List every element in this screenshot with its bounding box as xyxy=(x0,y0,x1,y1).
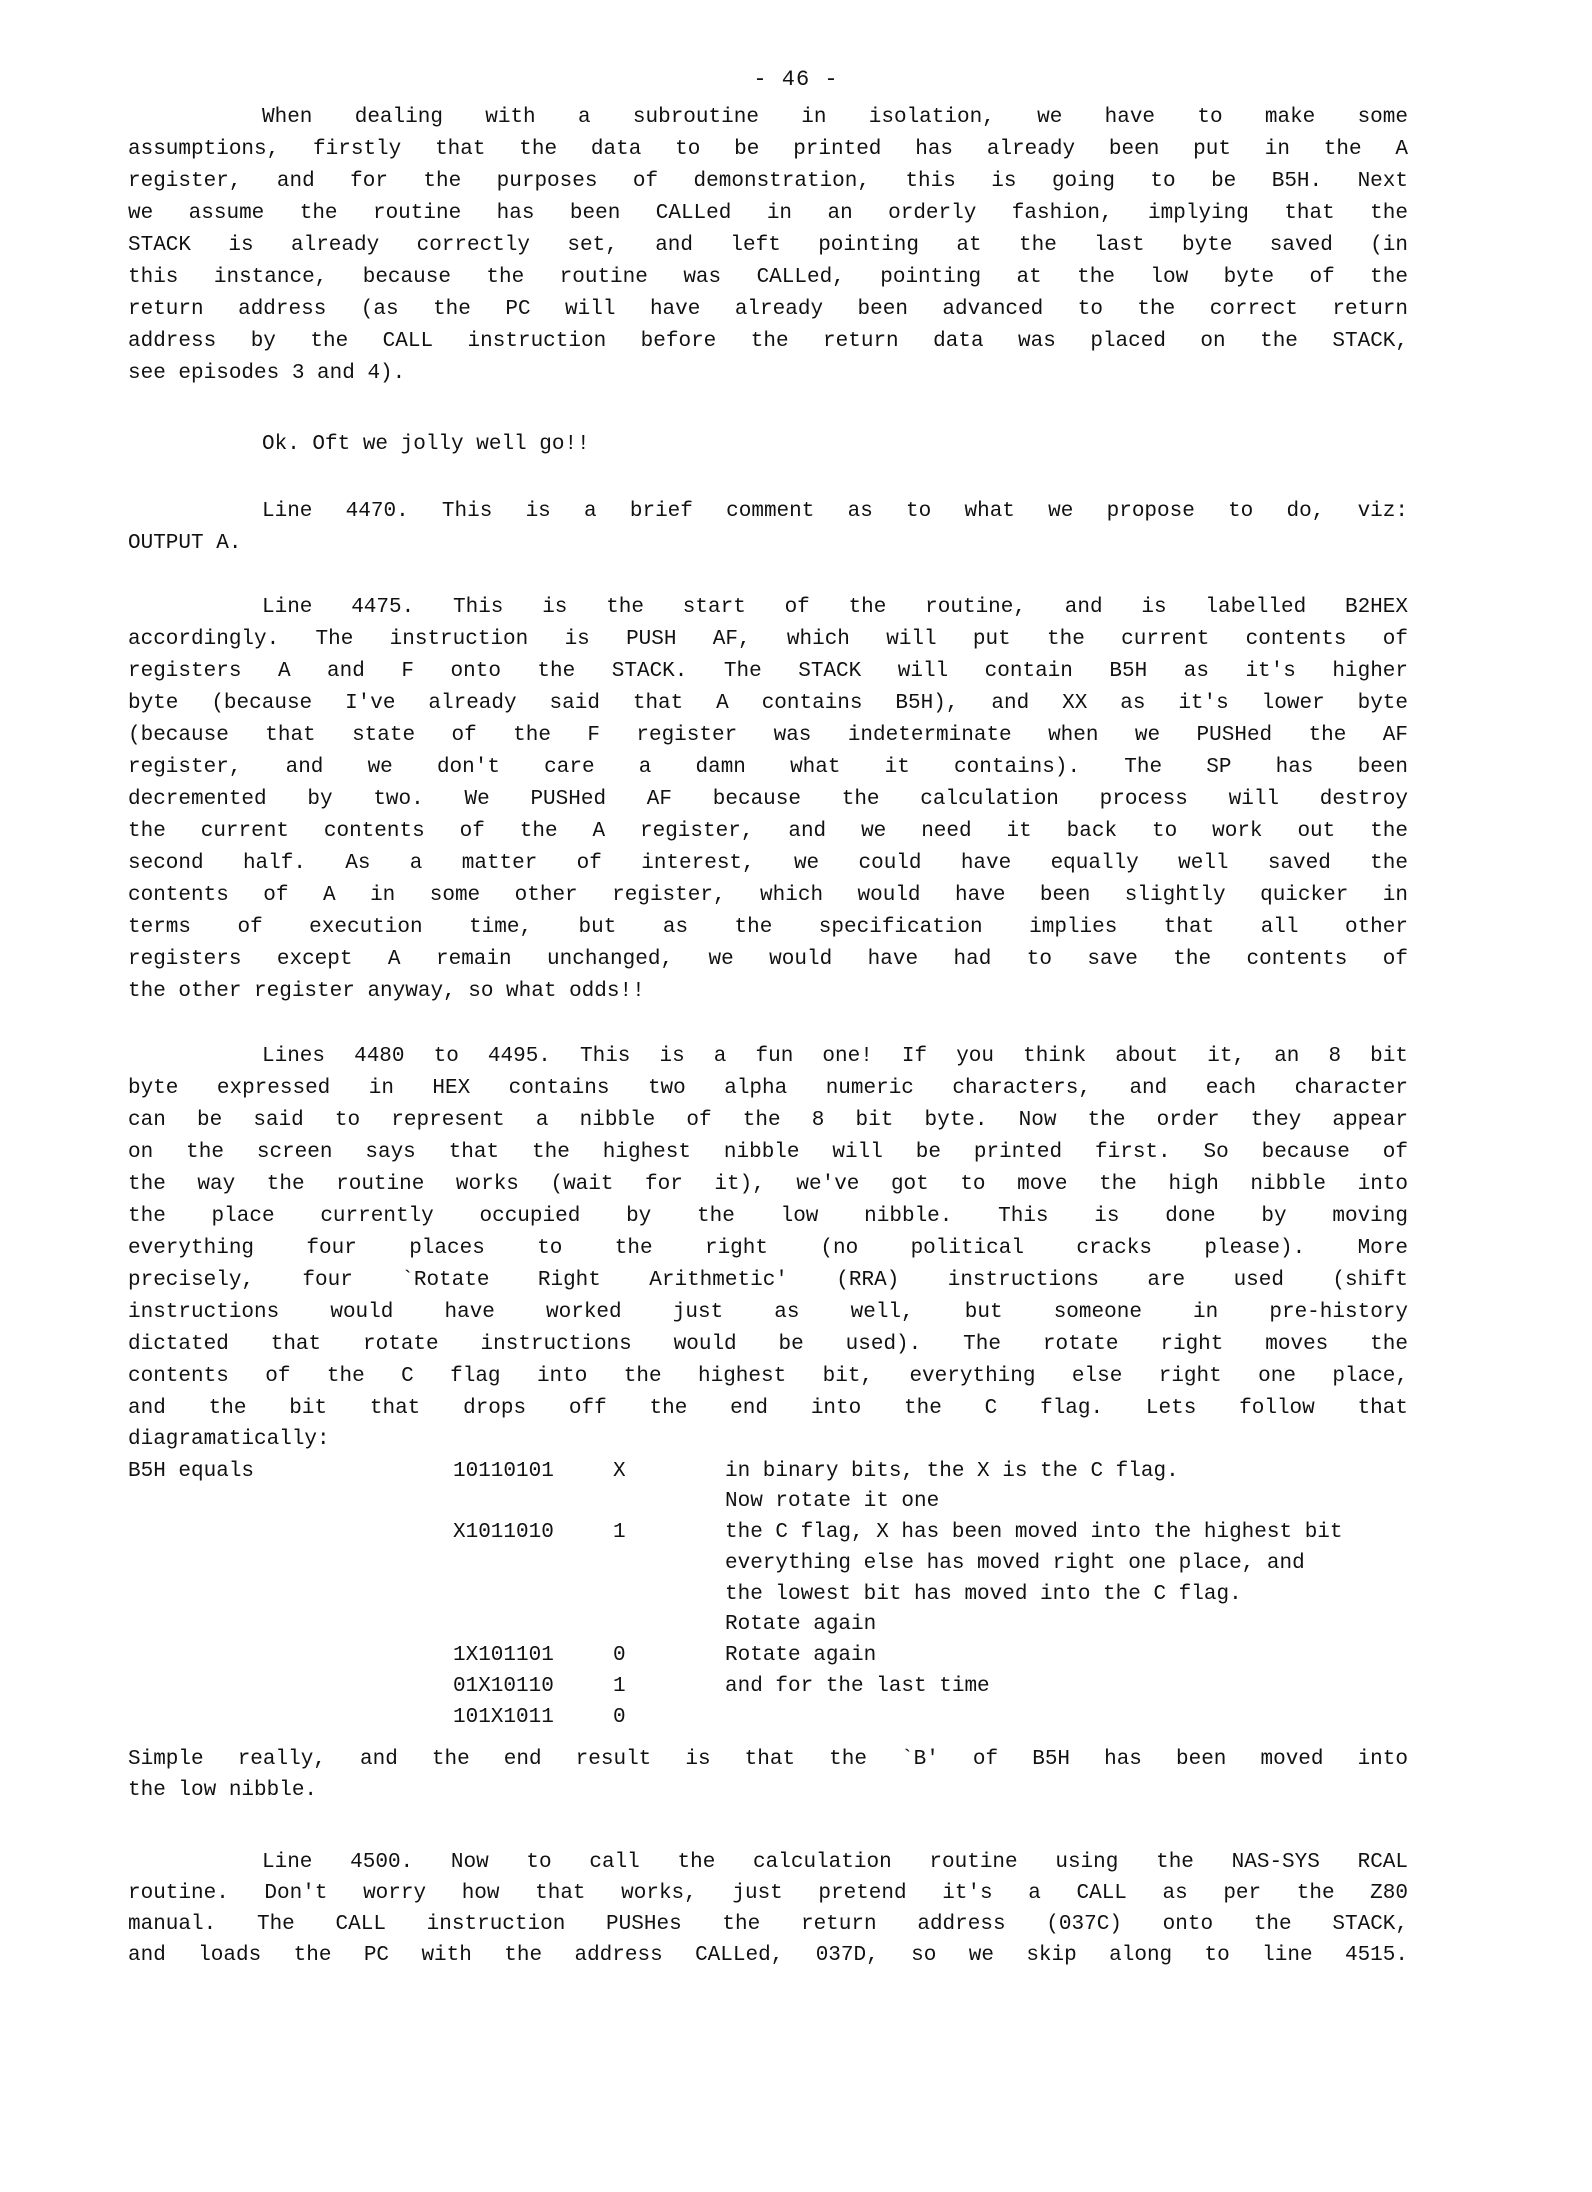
text-line: instructions would have worked just as well, but someone in pre-history xyxy=(128,1301,1408,1324)
text-line: the low nibble. xyxy=(128,1779,318,1802)
text-line: diagramatically: xyxy=(128,1428,330,1451)
diagram-carry: X xyxy=(613,1460,626,1483)
text-line: decremented by two. We PUSHed AF because the calculation process will destroy xyxy=(128,788,1408,811)
text-line: Line 4500. Now to call the calculation routine using the NAS-SYS RCAL xyxy=(262,1851,1408,1874)
text-line: contents of the C flag into the highest bit, everything else right one place, xyxy=(128,1365,1408,1388)
text-line: can be said to represent a nibble of the 8 bit byte. Now the order they appear xyxy=(128,1109,1408,1132)
text-line: we assume the routine has been CALLed in an orderly fashion, implying that the xyxy=(128,202,1408,225)
diagram-bits: 10110101 xyxy=(453,1460,554,1483)
diagram-note: everything else has moved right one place, and xyxy=(725,1552,1305,1575)
text-line: precisely, four `Rotate Right Arithmetic' (RRA) instructions are used (shift xyxy=(128,1269,1408,1292)
text-line: manual. The CALL instruction PUSHes the return address (037C) onto the STACK, xyxy=(128,1913,1408,1936)
diagram-carry: 0 xyxy=(613,1706,626,1729)
diagram-note: the lowest bit has moved into the C flag. xyxy=(725,1583,1242,1606)
text-line: STACK is already correctly set, and left pointing at the last byte saved (in xyxy=(128,234,1408,257)
diagram-label: B5H equals xyxy=(128,1460,255,1483)
diagram-note: Rotate again xyxy=(725,1644,877,1667)
text-line: Line 4470. This is a brief comment as to what we propose to do, viz: xyxy=(262,500,1408,523)
text-line: Ok. Oft we jolly well go!! xyxy=(262,433,590,456)
text-line: contents of A in some other register, which would have been slightly quicker in xyxy=(128,884,1408,907)
diagram-note: the C flag, X has been moved into the highest bit xyxy=(725,1521,1343,1544)
diagram-bits: 01X10110 xyxy=(453,1675,554,1698)
text-line: (because that state of the F register was indeterminate when we PUSHed the AF xyxy=(128,724,1408,747)
text-line: registers except A remain unchanged, we would have had to save the contents of xyxy=(128,948,1408,971)
diagram-bits: 101X1011 xyxy=(453,1706,554,1729)
diagram-carry: 1 xyxy=(613,1675,626,1698)
text-line: Lines 4480 to 4495. This is a fun one! If you think about it, an 8 bit xyxy=(262,1045,1408,1068)
text-line: see episodes 3 and 4). xyxy=(128,362,406,385)
diagram-bits: 1X101101 xyxy=(453,1644,554,1667)
text-line: this instance, because the routine was CALLed, pointing at the low byte of the xyxy=(128,266,1408,289)
text-line: byte expressed in HEX contains two alpha numeric characters, and each character xyxy=(128,1077,1408,1100)
page-number: - 46 - xyxy=(753,67,839,92)
text-line: return address (as the PC will have already been advanced to the correct return xyxy=(128,298,1408,321)
text-line: and loads the PC with the address CALLed, 037D, so we skip along to line 4515. xyxy=(128,1944,1408,1967)
text-line: registers A and F onto the STACK. The STACK will contain B5H as it's higher xyxy=(128,660,1408,683)
text-line: address by the CALL instruction before the return data was placed on the STACK, xyxy=(128,330,1408,353)
text-line: Simple really, and the end result is that the `B' of B5H has been moved into xyxy=(128,1748,1408,1771)
diagram-note: and for the last time xyxy=(725,1675,990,1698)
diagram-note: in binary bits, the X is the C flag. xyxy=(725,1460,1179,1483)
text-line: byte (because I've already said that A contains B5H), and XX as it's lower byte xyxy=(128,692,1408,715)
text-line: routine. Don't worry how that works, just pretend it's a CALL as per the Z80 xyxy=(128,1882,1408,1905)
text-line: the other register anyway, so what odds!! xyxy=(128,980,645,1003)
text-line: When dealing with a subroutine in isolation, we have to make some xyxy=(262,106,1408,129)
text-line: dictated that rotate instructions would be used). The rotate right moves the xyxy=(128,1333,1408,1356)
text-line: register, and we don't care a damn what it contains). The SP has been xyxy=(128,756,1408,779)
text-line: and the bit that drops off the end into the C flag. Lets follow that xyxy=(128,1397,1408,1420)
text-line: second half. As a matter of interest, we could have equally well saved the xyxy=(128,852,1408,875)
text-line: on the screen says that the highest nibble will be printed first. So because of xyxy=(128,1141,1408,1164)
diagram-note: Now rotate it one xyxy=(725,1490,940,1513)
diagram-note: Rotate again xyxy=(725,1613,877,1636)
text-line: the way the routine works (wait for it), we've got to move the high nibble into xyxy=(128,1173,1408,1196)
text-line: register, and for the purposes of demonstration, this is going to be B5H. Next xyxy=(128,170,1408,193)
text-line: OUTPUT A. xyxy=(128,532,242,555)
diagram-bits: X1011010 xyxy=(453,1521,554,1544)
text-line: accordingly. The instruction is PUSH AF, which will put the current contents of xyxy=(128,628,1408,651)
text-line: everything four places to the right (no political cracks please). More xyxy=(128,1237,1408,1260)
diagram-carry: 0 xyxy=(613,1644,626,1667)
text-line: Line 4475. This is the start of the routine, and is labelled B2HEX xyxy=(262,596,1408,619)
text-line: the current contents of the A register, and we need it back to work out the xyxy=(128,820,1408,843)
text-line: the place currently occupied by the low nibble. This is done by moving xyxy=(128,1205,1408,1228)
diagram-carry: 1 xyxy=(613,1521,626,1544)
text-line: terms of execution time, but as the specification implies that all other xyxy=(128,916,1408,939)
text-line: assumptions, firstly that the data to be printed has already been put in the A xyxy=(128,138,1408,161)
